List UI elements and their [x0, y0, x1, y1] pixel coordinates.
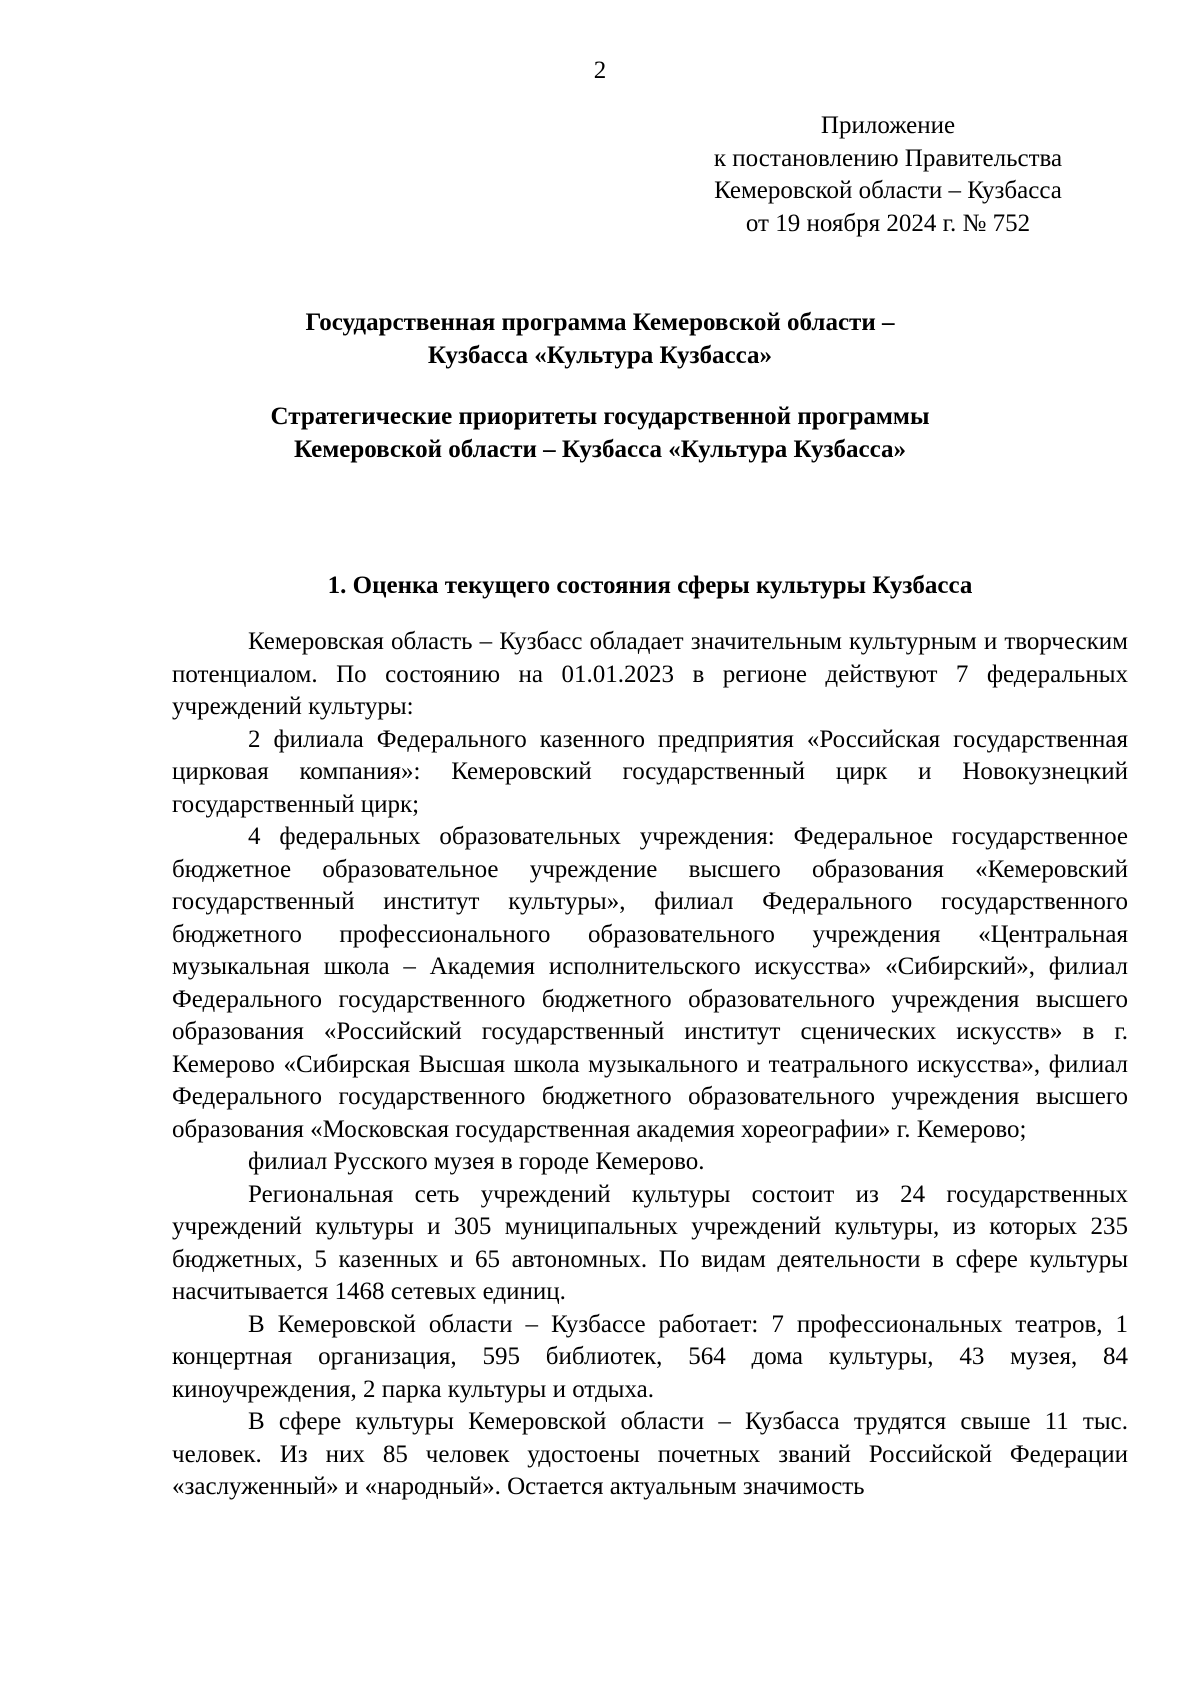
program-title-line-2: Кузбасса «Культура Кузбасса»	[427, 341, 773, 369]
appendix-resolution-line: к постановлению Правительства	[713, 144, 1063, 172]
program-title	[150, 307, 1050, 372]
appendix-region-line: Кемеровской области – Кузбасса	[714, 177, 1062, 204]
paragraph-institutions-count: В Кемеровской области – Кузбассе работает: 7 профессиональных театров, 1 концертная организация, 595 библиотек, 564 дома культуры, 43 музея, 84 киноучреждения, 2 парка культуры и отдыха.	[172, 1310, 1128, 1403]
paragraph-regional-network: Региональная сеть учреждений культуры состоит из 24 государственных учреждений культуры и 305 муниципальных учреждений культуры, из которых 235 бюджетных, 5 казенных и 65 автономных. По видам деятельности в сфере культуры насчитывается 1468 сетевых единиц.	[172, 1180, 1128, 1305]
appendix-label: Приложение	[820, 112, 956, 139]
program-title-line-1: Государственная программа Кемеровской области –	[305, 309, 895, 336]
paragraph-intro: Кемеровская область – Кузбасс обладает значительным культурным и творческим потенциалом. По состоянию на 01.01.2023 в регионе действуют 7 федеральных учреждений культуры:	[172, 628, 1128, 720]
section-heading: 1. Оценка текущего состояния сферы культуры Кузбасса	[327, 572, 973, 599]
paragraph-circus-branches: 2 филиала Федерального казенного предприятия «Российская государственная цирковая компания»: Кемеровский государственный цирк и Новокузнецкий государственный цирк;	[172, 725, 1128, 818]
paragraph-educational-institutions: 4 федеральных образовательных учреждения: Федеральное государственное бюджетное образовательное учреждение высшего образования «Кемеровский государственный институт культуры», филиал Федерального государственного бюджетного профессионального образовательного учреждения «Центральная музыкальная школа – Академия исполнительского искусства» «Сибирский», филиал Федерального государственного бюджетного образовательного учреждения высшего образования «Российский государственный институт сценических искусств» в г. Кемерово «Сибирская Высшая школа музыкального и театрального искусства», филиал Федерального государственного бюджетного образовательного учреждения высшего образования «Московская государственная академия хореографии» г. Кемерово;	[172, 823, 1128, 1143]
body-text	[172, 626, 1128, 1504]
page-number: 2	[593, 57, 607, 84]
paragraph-workforce: В сфере культуры Кемеровской области – Кузбасса трудятся свыше 11 тыс. человек. Из них 85 человек удостоены почетных званий Российской Федерации «заслуженный» и «народный». Остается актуальным значимость	[172, 1408, 1128, 1500]
appendix-date-number: от 19 ноября 2024 г. № 752	[745, 209, 1031, 237]
appendix-header	[688, 110, 1088, 240]
priorities-title: Стратегические приоритеты государственной программы Кемеровской области – Кузбасса «Культура Кузбасса»	[270, 403, 930, 463]
paragraph-russian-museum: филиал Русского музея в городе Кемерово.	[248, 1148, 705, 1175]
